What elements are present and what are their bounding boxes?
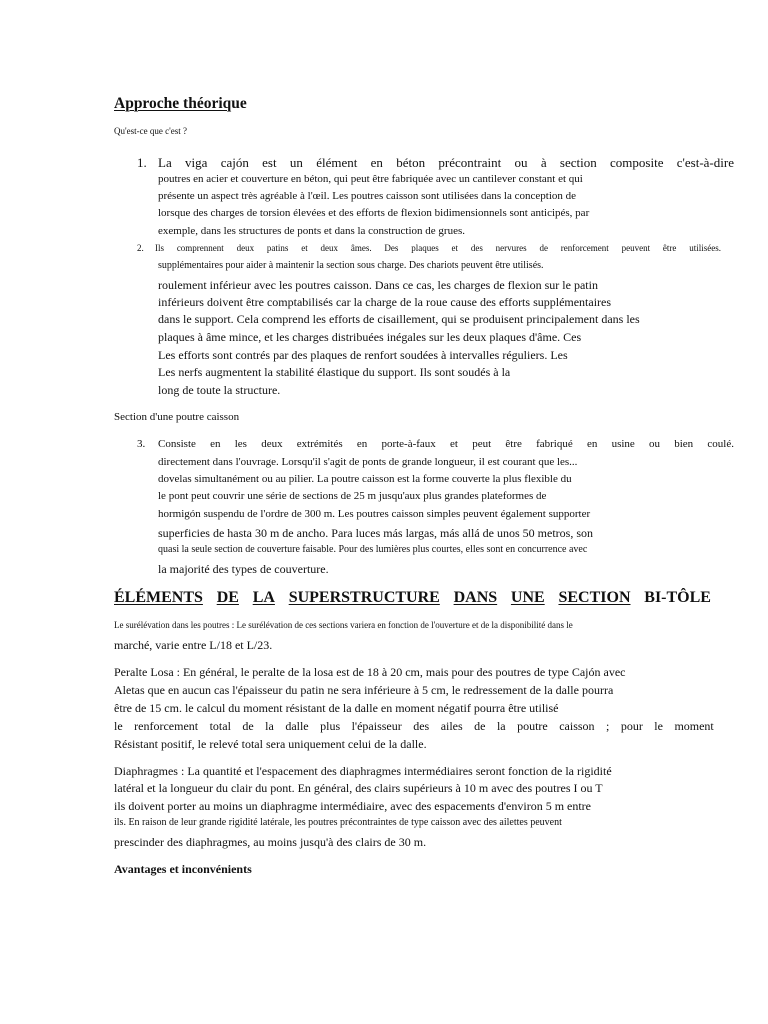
section-label: Section d'une poutre caisson <box>114 411 240 423</box>
item3-word: Consiste <box>158 438 196 450</box>
advantages-heading: Avantages et inconvénients <box>114 862 252 876</box>
item3-line: hormigón suspendu de l'ordre de 300 m. Les poutres caisson simples peuvent également supporter <box>158 508 591 520</box>
item2-first-line <box>155 244 721 253</box>
item3-word: usine <box>611 438 635 450</box>
item3-word: en <box>586 438 598 450</box>
item1-line: poutres en acier et couverture en béton, qui peut être fabriquée avec un cantilever constant et qui <box>158 173 583 185</box>
item3-word: extrémités <box>296 438 343 450</box>
peralte-line: Aletas que en aucun cas l'épaisseur du patin ne sera inférieure à 5 cm, le redressement de la dalle pourra <box>114 683 614 697</box>
item2-word: âmes. <box>350 243 372 253</box>
peralte-word: caisson <box>559 719 595 733</box>
diaphragm-line: ils. En raison de leur grande rigidité latérale, les poutres précontraintes de type caisson avec des ailettes peuvent <box>114 817 562 828</box>
item1-word: précontraint <box>438 155 502 170</box>
item1-number: 1. <box>137 155 147 170</box>
item2-word: et <box>301 243 308 253</box>
item2-word: de <box>539 243 548 253</box>
peralte-word: pour <box>620 719 643 733</box>
item3-line: directement dans l'ouvrage. Lorsqu'il s'agit de ponts de grande longueur, il est courant que les... <box>158 456 578 468</box>
item1-word: est <box>262 155 277 170</box>
item2-word: deux <box>320 243 339 253</box>
item1-line: lorsque des charges de torsion élevées et des efforts de flexion bidimensionnels sont anticipés, par <box>158 207 590 219</box>
item3-word: peut <box>472 438 492 450</box>
item2-line: roulement inférieur avec les poutres caisson. Dans ce cas, les charges de flexion sur le patin <box>158 278 598 292</box>
peralte-line: être de 15 cm. le calcul du moment résistant de la dalle en moment négatif pourra être utilisé <box>114 701 559 715</box>
item3-word: ou <box>649 438 661 450</box>
item1-word: viga <box>185 155 208 170</box>
item2-line: dans le support. Cela comprend les efforts de cisaillement, qui se produisent principalement dans les <box>158 312 640 326</box>
peralte-word: des <box>413 719 430 733</box>
item3-number: 3. <box>137 438 146 450</box>
item2-word: patins <box>266 243 289 253</box>
item2-word: Des <box>384 243 399 253</box>
item2-word: utilisées. <box>689 243 721 253</box>
diaphragm-line: Diaphragmes : La quantité et l'espacement des diaphragmes intermédiaires seront fonction de la rigidité <box>114 764 612 778</box>
peralte-word: renforcement <box>134 719 199 733</box>
peralte-word: l'épaisseur <box>351 719 402 733</box>
peralte-word: poutre <box>517 719 548 733</box>
item1-first-line <box>158 156 734 169</box>
diaphragm-line: prescinder des diaphragmes, au moins jusqu'à des clairs de 30 m. <box>114 835 427 849</box>
item3-word: être <box>505 438 522 450</box>
item1-word: c'est-à-dire <box>676 155 734 170</box>
section2-title-word: ÉLÉMENTS <box>114 589 203 606</box>
item1-word: section <box>559 155 597 170</box>
section2-title-word: SECTION <box>558 589 631 606</box>
subtitle: Qu'est-ce que c'est ? <box>114 126 187 136</box>
item2-line: Les nerfs augmentent la stabilité élastique du support. Ils sont soudés à la <box>158 365 511 379</box>
item3-line: dovelas simultanément ou au pilier. La poutre caisson est la forme couverte la plus flexible du <box>158 473 572 485</box>
item3-first-line <box>158 439 734 450</box>
peralte-line: Peralte Losa : En général, le peralte de la losa est de 18 à 20 cm, mais pour des poutres de type Cajón avec <box>114 665 626 679</box>
item3-line: superficies de hasta 30 m de ancho. Para luces más largas, más allá de unos 50 metros, son <box>158 526 593 540</box>
peralte-word: ; <box>606 719 610 733</box>
item1-word: à <box>540 155 547 170</box>
surelevation-line: Le surélévation dans les poutres : Le surélévation de ces sections variera en fonction de l'ouverture et de la disponibilité dans le <box>114 620 573 630</box>
item3-word: bien <box>674 438 694 450</box>
item2-line: inférieurs doivent être comptabilisés car la charge de la roue cause des efforts supplémentaires <box>158 295 612 309</box>
diaphragm-line: ils doivent porter au moins un diaphragme intermédiaire, avec des espacements d'environ 5 m entre <box>114 799 592 813</box>
section2-title-word: BI-TÔLE <box>644 589 711 606</box>
surelevation-line: marché, varie entre L/18 et L/23. <box>114 638 273 652</box>
item2-word: Ils <box>155 243 164 253</box>
peralte-word: le <box>654 719 663 733</box>
peralte-word: dalle <box>285 719 309 733</box>
item1-word: en <box>370 155 383 170</box>
item2-word: nervures <box>495 243 527 253</box>
item3-line: la majorité des types de couverture. <box>158 562 329 576</box>
peralte-word: la <box>265 719 274 733</box>
item2-number: 2. <box>137 243 144 253</box>
peralte-word: de <box>242 719 254 733</box>
item1-line: exemple, dans les structures de ponts et dans la construction de grues. <box>158 225 466 237</box>
peralte-word: total <box>209 719 231 733</box>
item2-word: des <box>470 243 483 253</box>
section2-title-word: UNE <box>510 589 545 606</box>
peralte-word: plus <box>320 719 341 733</box>
page-title <box>114 96 247 112</box>
peralte-justified-line <box>114 720 714 732</box>
item3-word: porte-à-faux <box>381 438 436 450</box>
item1-line: présente un aspect très agréable à l'œil. Les poutres caisson sont utilisées dans la conception de <box>158 190 577 202</box>
item3-word: les <box>234 438 247 450</box>
item3-line: quasi la seule section de couverture faisable. Pour des lumières plus courtes, elles sont en concurrence avec <box>158 544 588 555</box>
item1-word: composite <box>610 155 664 170</box>
section2-title-word: SUPERSTRUCTURE <box>288 589 440 606</box>
item2-word: comprennent <box>176 243 224 253</box>
item3-line: le pont peut couvrir une série de sections de 25 m jusqu'aux plus grandes plateformes de <box>158 490 547 502</box>
section2-title-word: LA <box>252 589 275 606</box>
item2-word: être <box>662 243 677 253</box>
item2-line: plaques à âme mince, et les charges distribuées inégales sur les deux plaques d'âme. Ces <box>158 330 582 344</box>
page-title-rest: ue <box>231 95 247 112</box>
item2-word: peuvent <box>621 243 651 253</box>
item1-word: un <box>289 155 303 170</box>
item2-line: Les efforts sont contrés par des plaques de renfort soudées à intervalles réguliers. Les <box>158 348 568 362</box>
section2-title-word: DE <box>216 589 239 606</box>
peralte-word: moment <box>674 719 714 733</box>
item3-word: en <box>210 438 221 450</box>
item1-word: cajón <box>220 155 249 170</box>
item2-word: deux <box>236 243 255 253</box>
item1-word: La <box>158 155 172 170</box>
peralte-word: de <box>474 719 486 733</box>
item2-line: long de toute la structure. <box>158 383 281 397</box>
item3-word: deux <box>261 438 283 450</box>
item3-word: en <box>356 438 368 450</box>
peralte-word: la <box>496 719 506 733</box>
section2-title <box>114 590 711 606</box>
section2-title-word: DANS <box>453 589 498 606</box>
peralte-word: ailes <box>440 719 463 733</box>
item2-word: plaques <box>411 243 439 253</box>
item2-word: et <box>451 243 459 253</box>
peralte-word: le <box>114 719 123 733</box>
item1-word: béton <box>396 155 426 170</box>
item2-line: supplémentaires pour aider à maintenir la section sous charge. Des chariots peuvent être utilisés. <box>158 260 544 271</box>
item2-word: renforcement <box>560 243 609 253</box>
page-title-underlined: Approche théoriq <box>114 95 232 112</box>
item1-word: élément <box>316 155 358 170</box>
diaphragm-line: latéral et la longueur du clair du pont. En général, des clairs supérieurs à 10 m avec des poutres I ou T <box>114 781 603 795</box>
item1-word: ou <box>514 155 528 170</box>
item3-word: fabriqué <box>536 438 573 450</box>
item3-word: et <box>450 438 458 450</box>
peralte-line: Résistant positif, le relevé total sera uniquement celui de la dalle. <box>114 737 427 751</box>
item3-word: coulé. <box>707 438 734 450</box>
